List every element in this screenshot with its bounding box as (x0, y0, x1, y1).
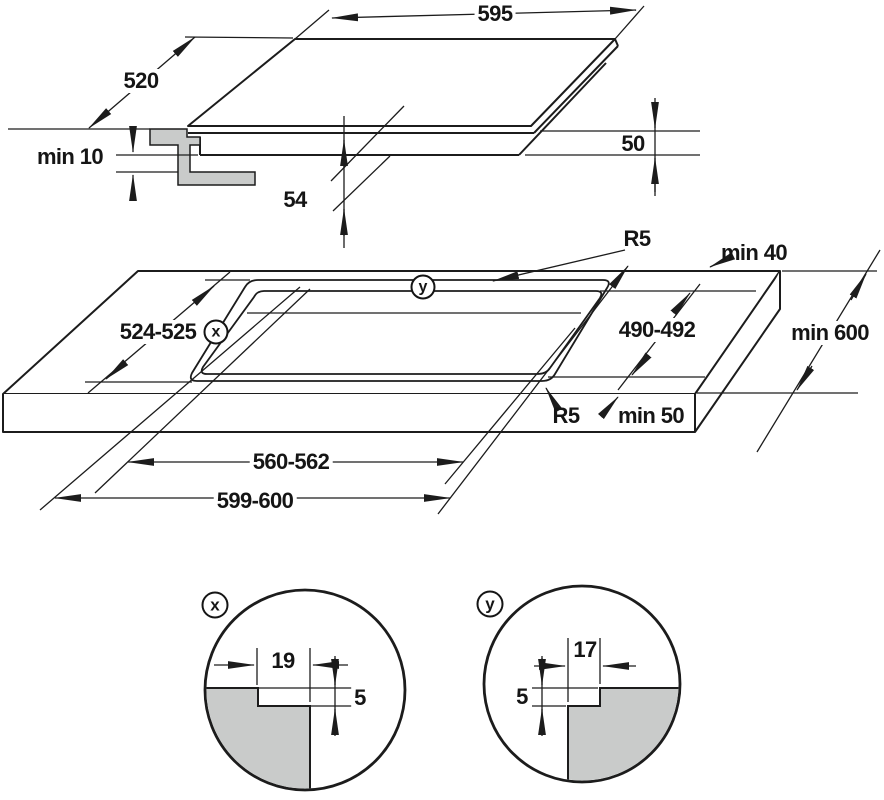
detail-x-marker-icon: x (202, 592, 229, 619)
hob-glass-top (188, 39, 615, 126)
lbl-flush-recess-depth: 524-525 (117, 320, 200, 344)
lbl-detail-x-depth: 5 (351, 686, 369, 710)
lbl-min-front-clearance: min 50 (617, 403, 685, 428)
lbl-cutout-depth: 490-492 (616, 318, 699, 342)
lbl-detail-y-ledge: 17 (573, 637, 597, 662)
marker-y-icon: y (411, 275, 436, 300)
worktop-cutout-view (3, 250, 880, 514)
hob-side-view (8, 6, 700, 251)
marker-x-icon: x (204, 320, 229, 345)
lbl-cutout-width: 560-562 (250, 450, 333, 474)
lbl-corner-radius-front: R5 (552, 403, 580, 428)
mounting-bracket (150, 129, 255, 185)
lbl-corner-radius-back: R5 (623, 226, 651, 251)
lbl-hob-body-height: 54 (283, 187, 307, 212)
detail-y-marker-icon: y (477, 591, 504, 618)
lbl-hob-width: 595 (475, 2, 516, 26)
worktop-front-face (3, 394, 695, 432)
detail-x-view (196, 590, 405, 798)
lbl-min-back-clearance: min 40 (720, 240, 788, 265)
lbl-detail-y-depth: 5 (513, 685, 531, 709)
lbl-min-worktop-depth: min 600 (788, 321, 872, 345)
lbl-detail-x-ledge: 19 (268, 649, 297, 673)
lbl-min-clearance-below: min 10 (34, 145, 106, 169)
lbl-flush-recess-width: 599-600 (214, 489, 297, 513)
lbl-hob-depth: 520 (121, 69, 162, 93)
lbl-hob-total-height: 50 (621, 131, 645, 156)
